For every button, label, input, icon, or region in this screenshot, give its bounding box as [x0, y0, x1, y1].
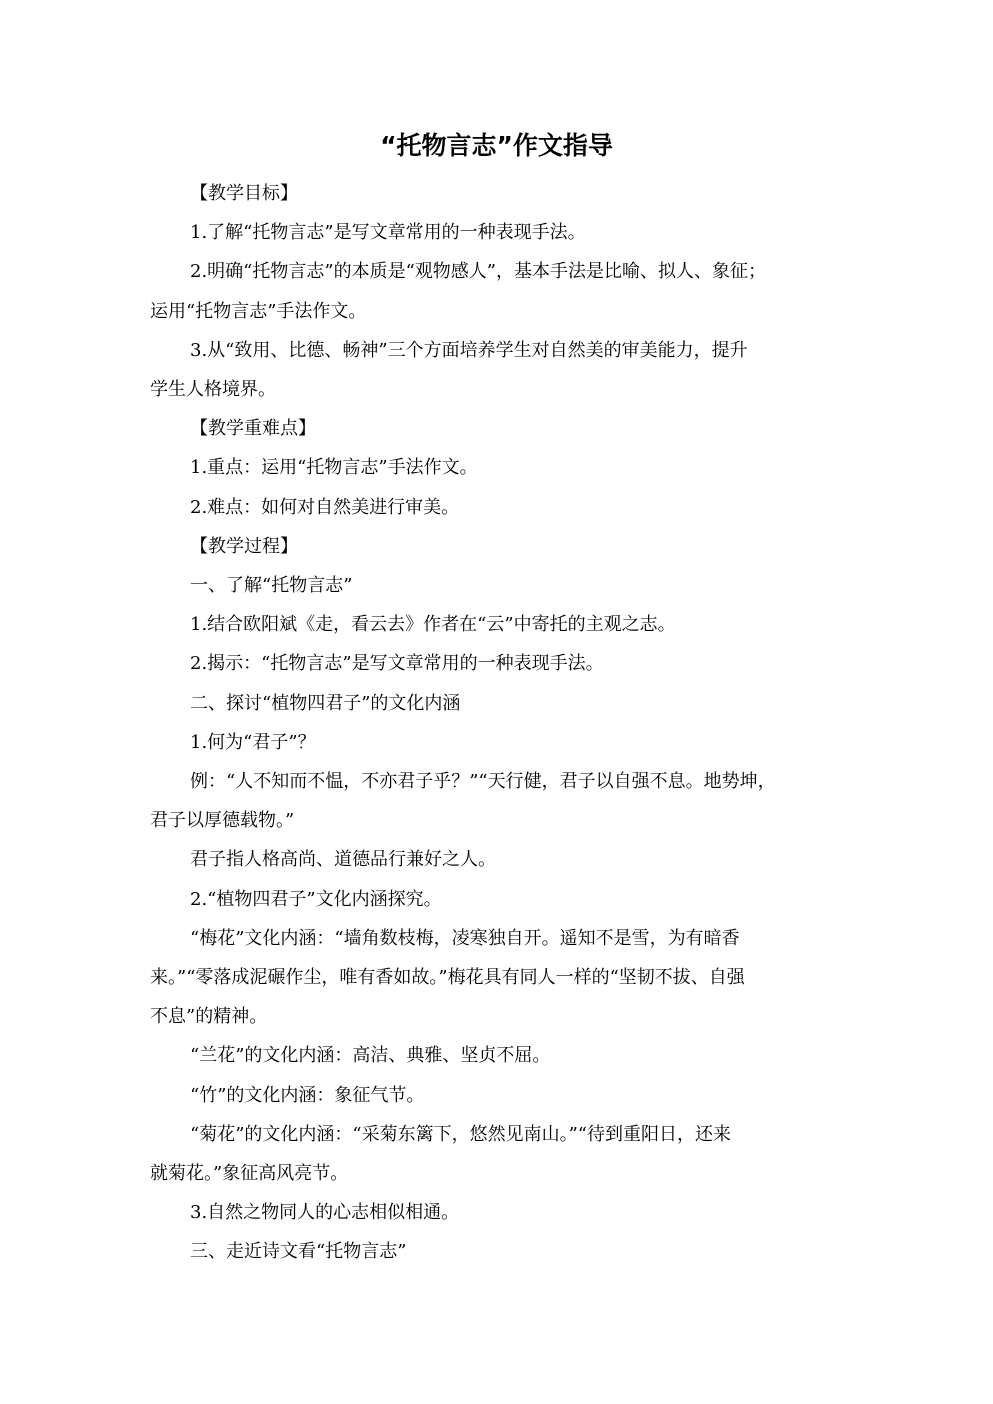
process-part-1-item-1	[150, 605, 840, 644]
text-line: “兰花”的文化内涵：高洁、典雅、坚贞不屈。	[190, 1045, 551, 1067]
key-point-item-2	[150, 488, 840, 527]
process-part-2-heading	[150, 684, 840, 723]
text-line: 1.重点：运用“托物言志”手法作文。	[190, 457, 478, 479]
process-part-3-heading	[150, 1232, 840, 1271]
plum-blossom-paragraph	[150, 919, 840, 958]
objective-item-2-continued	[150, 292, 840, 331]
text-line: 【教学重难点】	[190, 418, 316, 440]
text-line: 1.何为“君子”？	[190, 731, 316, 753]
process-part-2-item-2	[150, 880, 840, 919]
text-line: 不息”的精神。	[150, 1006, 268, 1028]
text-line: 2.揭示：“托物言志”是写文章常用的一种表现手法。	[190, 653, 604, 675]
text-line: 运用“托物言志”手法作文。	[150, 300, 367, 322]
text-line: 【教学目标】	[190, 183, 298, 204]
text-line: 二、探讨“植物四君子”的文化内涵	[190, 692, 461, 714]
process-part-1-item-2	[150, 644, 840, 683]
text-line: 2.明确“托物言志”的本质是“观物感人”，基本手法是比喻、拟人、象征；	[190, 261, 766, 283]
text-line: 一、了解“托物言志”	[190, 575, 353, 597]
objective-item-1	[150, 213, 840, 252]
document-body	[150, 174, 840, 1272]
example-quote	[150, 762, 840, 801]
text-line: 2.“植物四君子”文化内涵探究。	[190, 888, 442, 910]
objective-item-2	[150, 252, 840, 291]
objective-item-3-continued	[150, 370, 840, 409]
text-line: 君子指人格高尚、道德品行兼好之人。	[190, 849, 496, 871]
text-line: 就菊花。”象征高风亮节。	[150, 1163, 349, 1185]
section-heading-key-points	[150, 409, 840, 448]
text-line: 【教学过程】	[190, 535, 298, 557]
orchid-paragraph	[150, 1036, 840, 1075]
document-title: “托物言志”作文指导	[380, 131, 613, 160]
text-line: 3.从“致用、比德、畅神”三个方面培养学生对自然美的审美能力，提升	[190, 339, 748, 361]
text-line: 来。”“零落成泥碾作尘，唯有香如故。”梅花具有同人一样的“坚韧不拔、自强	[150, 967, 745, 989]
chrysanthemum-paragraph-continued	[150, 1154, 840, 1193]
plum-blossom-paragraph-continued	[150, 958, 840, 997]
process-part-1-heading	[150, 566, 840, 605]
text-line: 三、走近诗文看“托物言志”	[190, 1241, 407, 1263]
text-line: “菊花”的文化内涵：“采菊东篱下，悠然见南山。”“待到重阳日，还来	[190, 1123, 732, 1145]
bamboo-paragraph	[150, 1076, 840, 1115]
objective-item-3	[150, 331, 840, 370]
junzi-definition	[150, 840, 840, 879]
plum-blossom-paragraph-end	[150, 997, 840, 1036]
section-heading-objectives	[150, 174, 840, 213]
text-line: 1.了解“托物言志”是写文章常用的一种表现手法。	[190, 222, 586, 244]
text-line: “竹”的文化内涵：象征气节。	[190, 1084, 425, 1106]
text-line: 2.难点：如何对自然美进行审美。	[190, 496, 460, 518]
text-line: 例：“人不知而不愠，不亦君子乎？”“天行健，君子以自强不息。地势坤，	[190, 771, 776, 793]
text-line: 3.自然之物同人的心志相似相通。	[190, 1202, 460, 1224]
example-quote-continued	[150, 801, 840, 840]
text-line: 学生人格境界。	[150, 379, 276, 401]
text-line: “梅花”文化内涵：“墙角数枝梅，凌寒独自开。遥知不是雪，为有暗香	[190, 927, 740, 949]
key-point-item-1	[150, 448, 840, 487]
text-line: 君子以厚德载物。”	[150, 810, 295, 832]
process-part-2-item-1	[150, 723, 840, 762]
section-heading-process	[150, 527, 840, 566]
chrysanthemum-paragraph	[150, 1115, 840, 1154]
text-line: 1.结合欧阳斌《走，看云去》作者在“云”中寄托的主观之志。	[190, 614, 676, 636]
process-part-2-item-3	[150, 1193, 840, 1232]
